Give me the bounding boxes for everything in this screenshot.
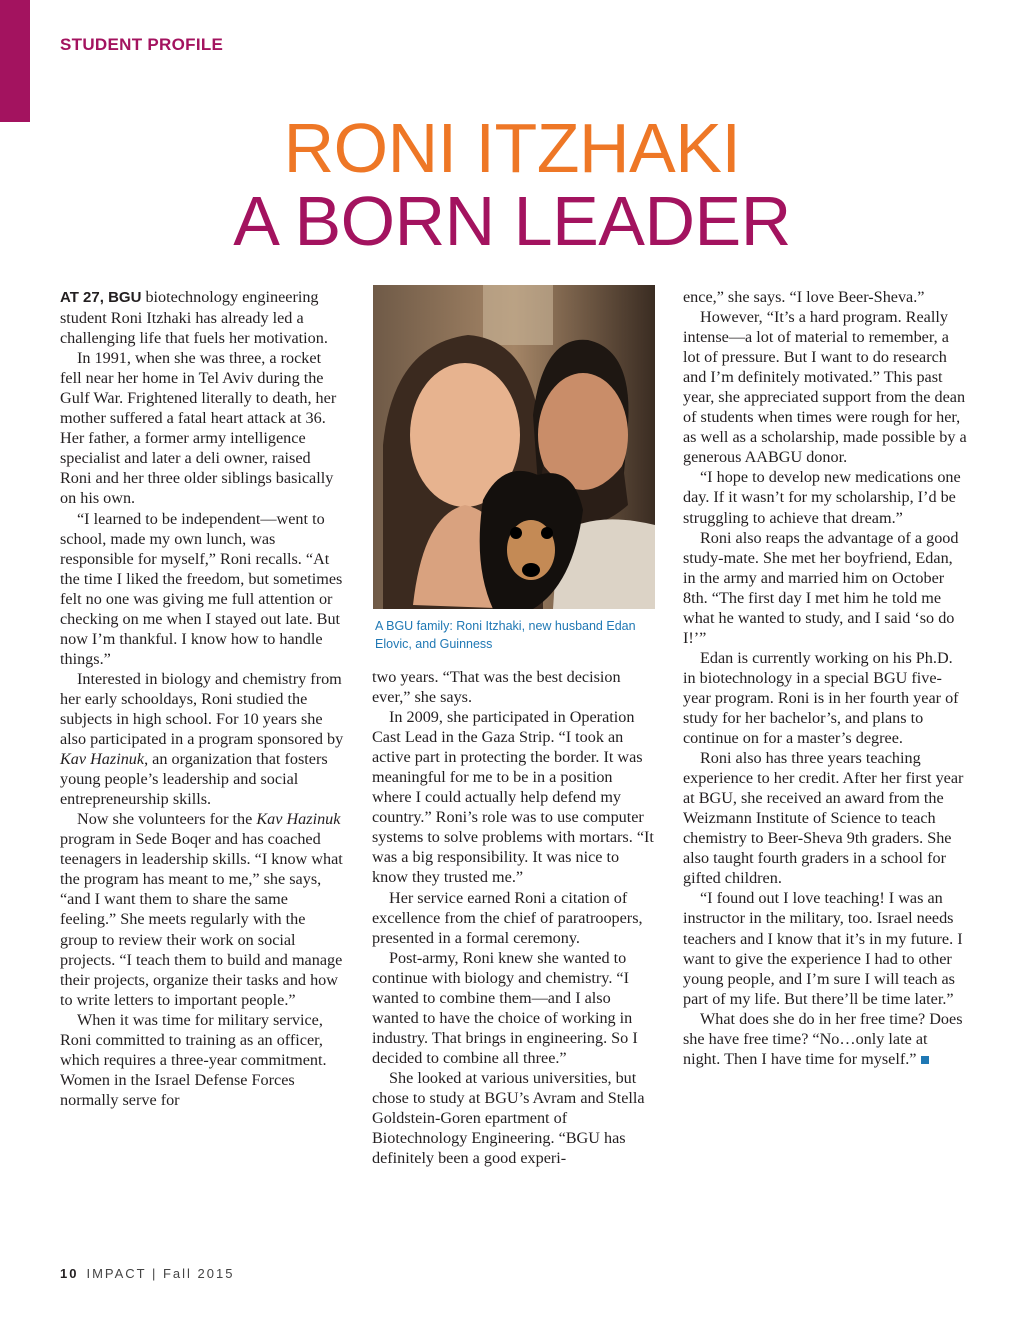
photo-caption: A BGU family: Roni Itzhaki, new husband Edan Elovic, and Guinness [375,619,636,651]
paragraph: Now she volunteers for the Kav Hazinuk program in Sede Boqer and has coached teenagers in leadership skills. “I know what the program has meant to me,” she says, “and I want them to share the same feeling.” She meets regularly with the group to review their work on social projects. “I teach them to build and manage their projects, organize their tasks and how to write letters to important people.” [60,810,343,1009]
paragraph: Roni also has three years teaching experience to her credit. After her first year at BGU, she received an award from the Weizmann Institute of Science to teach chemistry to Beer-Sheva 9th graders. She also taught fourth graders in a school for gifted children. [683,749,964,888]
paragraph: ence,” she says. “I love Beer-Sheva.” [683,288,925,306]
paragraph: “I learned to be independent—went to school, made my own lunch, was responsible for myself,” Roni recalls. “At the time I liked the freedom, but sometimes felt no one was giving me full attention or checking on me when I stayed out late. But now I’m thankful. I know how to handle things.” [60,509,343,668]
accent-bar [0,0,30,122]
article-column-3 [683,287,967,1069]
program-name: Kav Hazinuk [256,810,341,829]
paragraph: However, “It’s a hard program. Really intense—a lot of material to remember, a lot of pressure. But I want to do research and I’m definitely motivated.” This past year, she appreciated support from the dean of students when times were rough for her, as well as a scholarship, made possible by a generous AABGU donor. [683,308,967,467]
couple-photo [373,285,655,609]
paragraph: Edan is currently working on his Ph.D. in biotechnology in a special BGU five-year program. Roni is in her fourth year of study for her bachelor’s, and plans to continue on for a master’s degree. [683,648,959,748]
paragraph: In 2009, she participated in Operation Cast Lead in the Gaza Strip. “I took an active part in protecting the border. It was meaningful for me to be in a position where I could actually help defend my country.” Roni’s role was to use computer systems to solve problems with mortars. “It was a big responsibility. It was nice to know they trusted me.” [372,708,654,887]
page-footer [60,1266,234,1281]
publication-name: IMPACT | Fall 2015 [86,1266,235,1281]
paragraph: Post-army, Roni knew she wanted to continue with biology and chemistry. “I wanted to combine them—and I also wanted to have the choice of working in industry. That brings in engineering. So I decided to combine all three.” [372,948,638,1067]
end-of-article-icon [921,1056,929,1064]
paragraph: Interested in biology and chemistry from her early schooldays, Roni studied the subjects in high school. For 10 years she also participated in a program sponsored by Kav Hazinuk, an organization that fosters young people’s leadership and social entrepreneurship skills. [60,669,344,809]
headline-name: RONI ITZHAKI [283,109,741,187]
program-name: Kav Hazinuk [60,750,145,769]
paragraph: Roni also reaps the advantage of a good study-mate. She met her boyfriend, Edan, in the army and married him on October 8th. “The first day I met him he told me what he wanted to study, and I said ‘so do I!’” [683,528,959,647]
lead-in: AT 27, BGU [60,289,142,306]
page-number: 10 [60,1266,79,1281]
paragraph: When it was time for military service, Roni committed to training as an officer, which requires a three-year commitment. Women in the Israel Defense Forces normally serve for [60,1010,327,1109]
paragraph: What does she do in her free time? Does she have free time? “No…only late at night. Then I have time for myself.” [683,1009,963,1068]
photo-illustration [373,285,655,609]
paragraph: “I hope to develop new medications one day. If it wasn’t for my scholarship, I’d be struggling to achieve that dream.” [683,468,961,527]
paragraph: In 1991, when she was three, a rocket fell near her home in Tel Aviv during the Gulf War. Frightened literally to death, her mother suffered a fatal heart attack at 36. Her father, a former army intelligence specialist and later a deli owner, raised Roni and her three older siblings basically on his own. [60,349,337,508]
article-column-2 [372,667,656,1168]
paragraph: She looked at various universities, but chose to study at BGU’s Avram and Stella Goldstein-Goren epartment of Biotechnology Engineering. “BGU has definitely been a good experi- [372,1068,645,1168]
paragraph: “I found out I love teaching! I was an instructor in the military, too. Israel needs teachers and I know that it’s in my future. I want to give the experience I had to other young people, and I’m sure I will teach as part of my life. But there’ll be time later.” [683,889,963,1008]
article-column-1 [60,287,344,1110]
section-label: STUDENT PROFILE [60,35,224,54]
paragraph: Her service earned Roni a citation of excellence from the chief of paratroopers, presented in a formal ceremony. [372,888,643,947]
paragraph: AT 27, BGU biotechnology engineering student Roni Itzhaki has already led a challenging life that fuels her motivation. [60,288,328,348]
headline-subtitle: A BORN LEADER [233,182,791,260]
paragraph: two years. “That was the best decision ever,” she says. [372,668,621,707]
